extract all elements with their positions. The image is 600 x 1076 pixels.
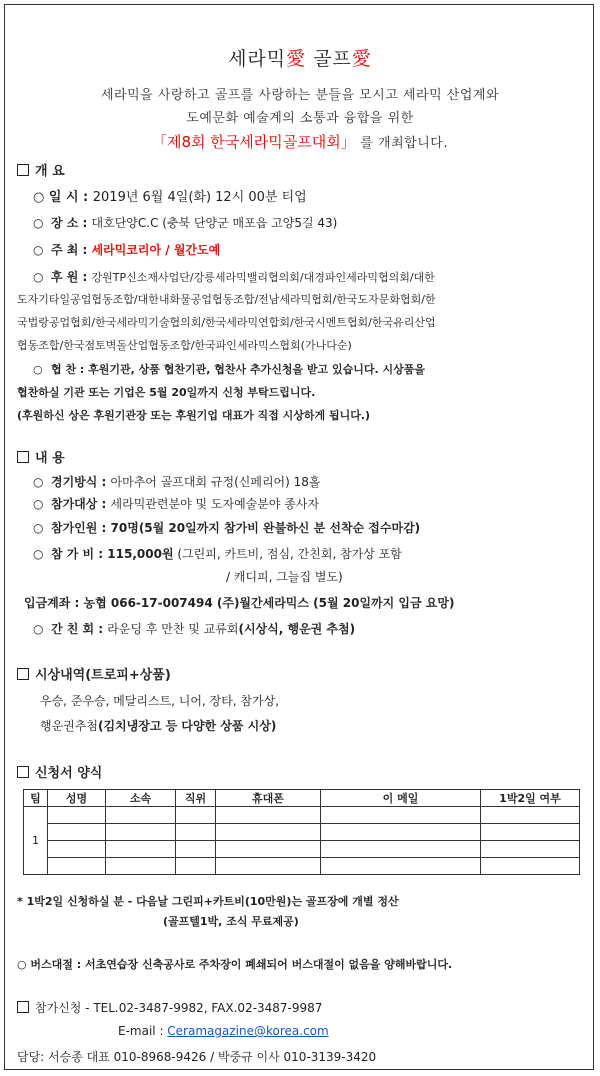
support-line-1: ○ 협 찬 : 후원기관, 상품 협찬기관, 협찬사 추가신청을 받고 있습니다. 시상품을 — [33, 363, 426, 376]
table-cell[interactable] — [48, 807, 106, 824]
table-row — [24, 807, 580, 824]
game-method: ○ 경기방식 : 아마추어 골프대회 규정(신페리어) 18홀 — [33, 475, 321, 489]
bank-account: 입금계좌 : 농협 066-17-007494 (주)월간세라믹스 (5월 20일까지 입금 요망) — [24, 596, 455, 610]
event-venue: ○ 장 소 : 대호단양C.C (충북 단양군 매포읍 고양5길 43) — [33, 216, 338, 230]
table-row — [24, 858, 580, 875]
table-cell[interactable] — [321, 858, 481, 875]
checkbox-square-icon — [17, 1001, 29, 1013]
checkbox-square-icon — [17, 451, 29, 463]
table-cell[interactable] — [216, 858, 321, 875]
page-border — [4, 4, 594, 1070]
table-cell[interactable] — [216, 824, 321, 841]
table-cell[interactable] — [48, 824, 106, 841]
support-line-3: (후원하신 상은 후원기관장 또는 후원기업 대표가 직접 시상하게 됩니다.) — [17, 409, 371, 422]
table-row — [24, 824, 580, 841]
table-cell[interactable] — [106, 807, 176, 824]
section-heading-awards: 시상내역(트로피+상품) — [17, 664, 171, 683]
sponsor-line-2: 도자기타일공업협동조합/대한내화물공업협동조합/전남세라믹협회/한국도자문화협회/한 — [17, 293, 436, 306]
column-header-phone: 휴대폰 — [216, 790, 321, 807]
entry-fee-note: / 캐디피, 그늘집 별도) — [226, 570, 343, 584]
column-header-affiliation: 소속 — [106, 790, 176, 807]
table-cell[interactable] — [481, 807, 580, 824]
email-link[interactable]: Ceramagazine@korea.com — [167, 1024, 329, 1038]
table-cell[interactable] — [106, 841, 176, 858]
table-cell[interactable] — [176, 807, 216, 824]
page-title: 세라믹愛 골프愛 — [228, 48, 372, 70]
column-header-team: 팀 — [24, 790, 48, 807]
column-header-overnight: 1박2일 여부 — [481, 790, 580, 807]
overnight-note-2: (골프텔1박, 조식 무료제공) — [163, 915, 299, 928]
sponsor-line-3: 국법랑공업협회/한국세라믹기술협의회/한국세라믹연합회/한국시멘트협회/한국유리산업 — [17, 316, 436, 329]
support-line-2: 협찬하실 기관 또는 기업은 5월 20일까지 신청 부탁드립니다. — [17, 386, 316, 399]
participant-count: ○ 참가인원 : 70명(5월 20일까지 참가비 완불하신 분 선착순 접수마감) — [33, 521, 421, 535]
entry-fee: ○ 참 가 비 : 115,000원 (그린피, 카트비, 점심, 간친회, 참가상 포함 — [33, 547, 402, 561]
participant-target: ○ 참가대상 : 세라믹관련분야 및 도자예술분야 종사자 — [33, 497, 320, 511]
sponsor-line-1: ○ 후 원 : 강원TP신소재사업단/강릉세라믹밸리협의회/대경파인세라믹협의회/대한 — [33, 270, 435, 284]
table-cell[interactable] — [176, 824, 216, 841]
intro-line-2: 도예문화 예술계의 소통과 융합을 위한 — [186, 111, 414, 126]
table-cell[interactable] — [321, 807, 481, 824]
email-line: E-mail : Ceramagazine@korea.com — [118, 1024, 329, 1038]
event-date: ○ 일 시 : 2019년 6월 4일(화) 12시 00분 티업 — [33, 190, 307, 205]
table-cell[interactable] — [106, 858, 176, 875]
table-cell[interactable] — [321, 841, 481, 858]
application-form-table — [23, 789, 580, 875]
table-cell[interactable] — [48, 841, 106, 858]
table-cell[interactable] — [481, 824, 580, 841]
event-title: 「제8회 한국세라믹골프대회」 를 개최합니다. — [152, 133, 448, 151]
table-cell[interactable] — [176, 858, 216, 875]
column-header-email: 이 메일 — [321, 790, 481, 807]
column-header-name: 성명 — [48, 790, 106, 807]
awards-line-1: 우승, 준우승, 메달리스트, 니어, 장타, 참가상, — [40, 694, 280, 708]
bus-notice: ○ 버스대절 : 서초연습장 신축공사로 주차장이 폐쇄되어 버스대절이 없음을 양해바랍니다. — [17, 958, 453, 971]
section-heading-form: 신청서 양식 — [17, 762, 102, 781]
column-header-position: 직위 — [176, 790, 216, 807]
table-cell[interactable] — [321, 824, 481, 841]
registration-contact: 참가신청 - TEL.02-3487-9982, FAX.02-3487-9987 — [17, 999, 322, 1016]
table-cell[interactable] — [48, 858, 106, 875]
table-cell[interactable] — [481, 858, 580, 875]
table-cell[interactable] — [176, 841, 216, 858]
checkbox-square-icon — [17, 164, 29, 176]
team-number-cell: 1 — [24, 807, 48, 875]
table-row — [24, 841, 580, 858]
sponsor-line-4: 협동조합/한국점토벽돌산업협동조합/한국파인세라믹스협회(가나다순) — [17, 339, 352, 352]
banquet: ○ 간 친 회 : 라운딩 후 만찬 및 교류회(시상식, 행운권 추첨) — [33, 622, 356, 636]
staff-contact: 담당: 서승종 대표 010-8968-9426 / 박중규 이사 010-3139-3420 — [17, 1050, 377, 1064]
overnight-note-1: * 1박2일 신청하실 분 - 다음날 그린피+카트비(10만원)는 골프장에 개별 정산 — [17, 895, 399, 908]
table-cell[interactable] — [216, 807, 321, 824]
table-header-row — [24, 790, 580, 807]
section-heading-content: 내 용 — [17, 447, 65, 466]
section-heading-overview: 개 요 — [17, 160, 65, 179]
awards-line-2: 행운권추첨(김치냉장고 등 다양한 상품 시상) — [40, 719, 277, 733]
checkbox-square-icon — [17, 766, 29, 778]
table-cell[interactable] — [481, 841, 580, 858]
intro-line-1: 세라믹을 사랑하고 골프를 사랑하는 분들을 모시고 세라믹 산업계와 — [100, 88, 500, 103]
checkbox-square-icon — [17, 668, 29, 680]
table-cell[interactable] — [106, 824, 176, 841]
event-host: ○ 주 최 : 세라믹코리아 / 월간도예 — [33, 243, 221, 257]
table-cell[interactable] — [216, 841, 321, 858]
